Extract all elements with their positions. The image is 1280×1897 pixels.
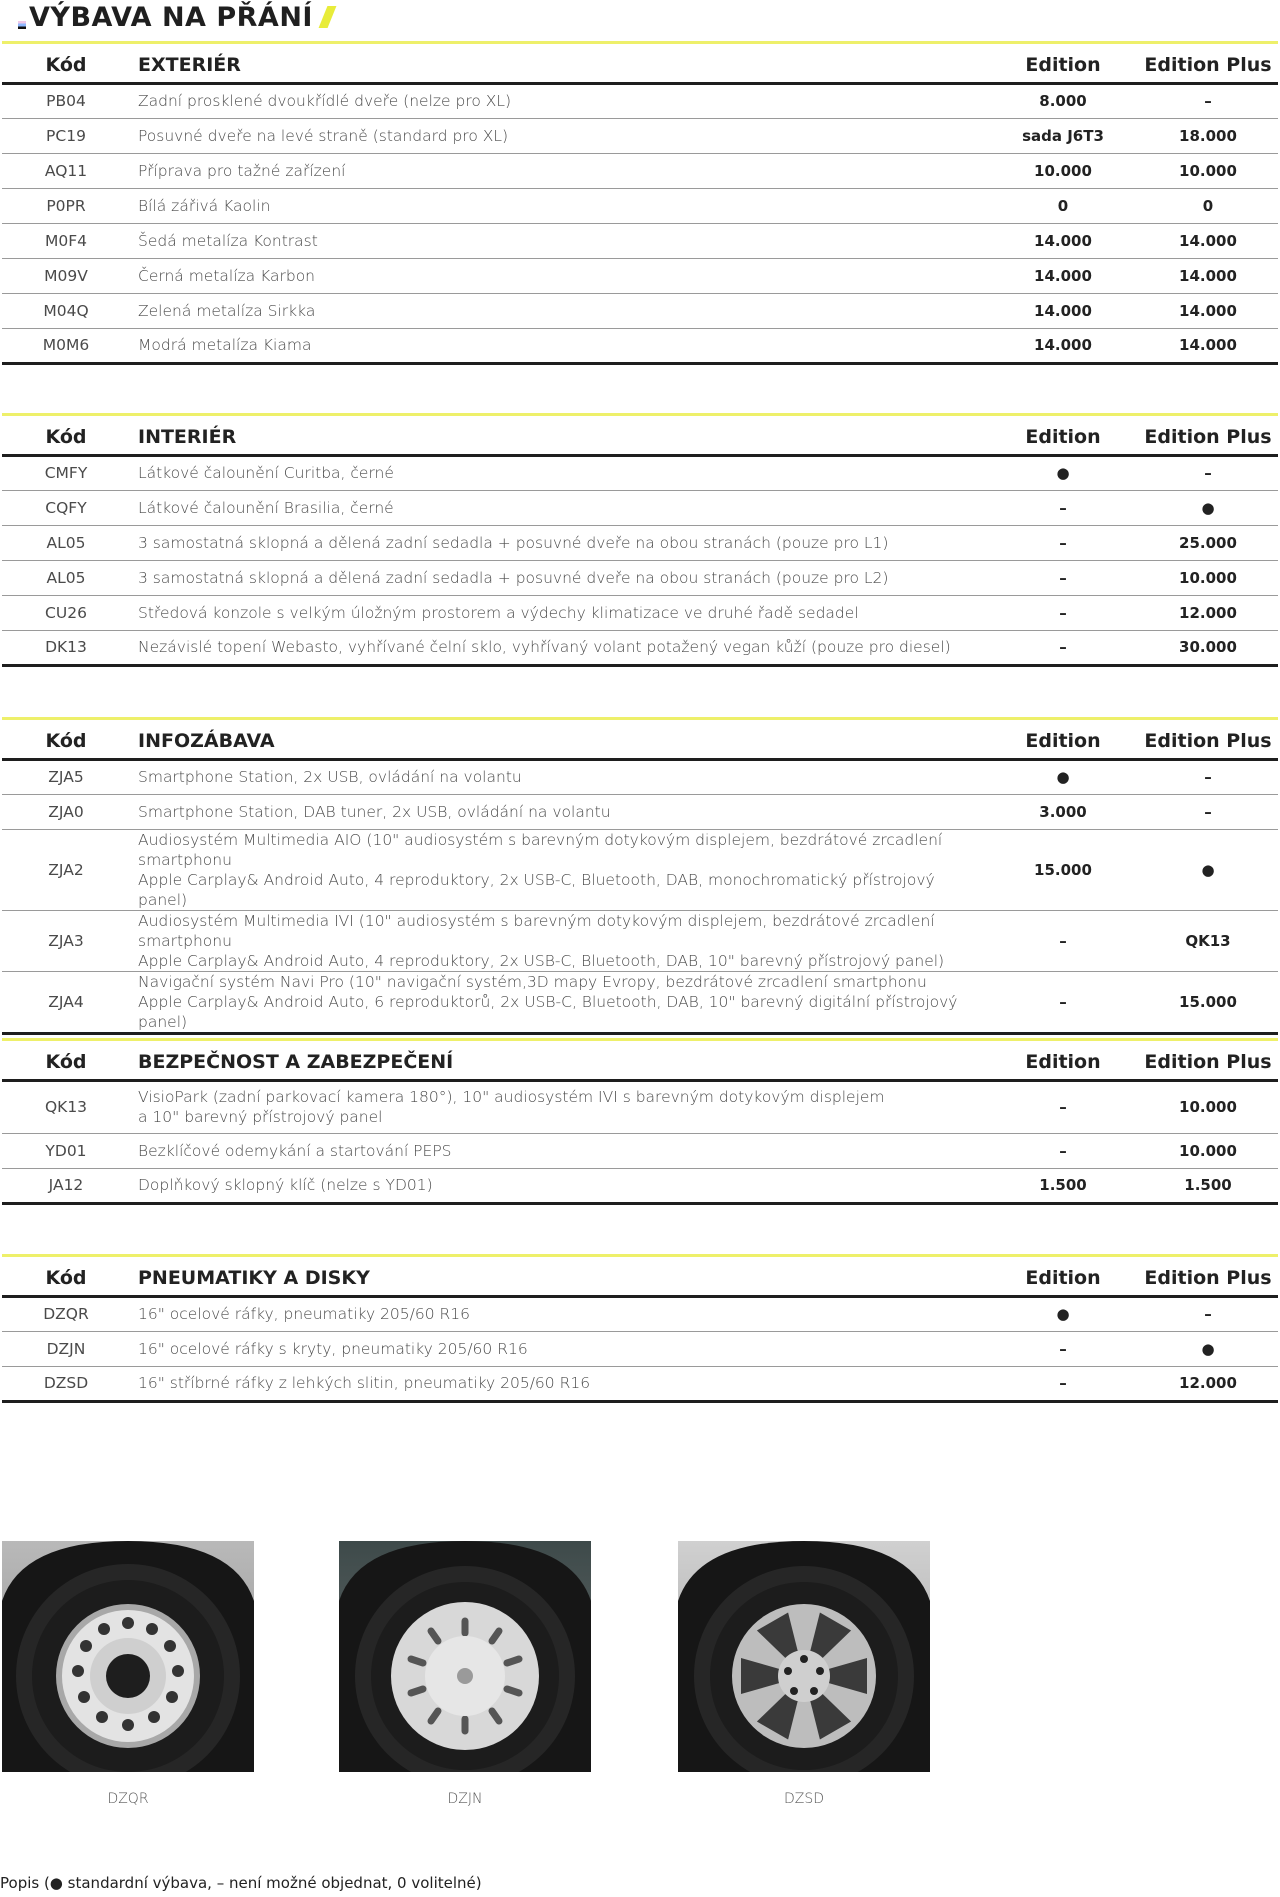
column-header-code: Kód — [45, 1266, 87, 1289]
option-description — [130, 1168, 988, 1203]
option-code: M04Q — [43, 301, 89, 320]
option-description — [130, 1080, 988, 1133]
edition-value: 8.000 — [1039, 92, 1087, 110]
table-row — [2, 188, 1278, 223]
description-line: Apple Carplay& Android Auto, 4 reproduktory, 2x USB-C, Bluetooth, DAB, monochromatický přístrojový panel) — [138, 870, 935, 909]
description-line: Smartphone Station, 2x USB, ovládání na volantu — [138, 768, 522, 786]
description-line: Zadní prosklené dvoukřídlé dveře (nelze pro XL) — [138, 92, 512, 110]
option-description — [130, 829, 988, 910]
edition-plus-value: 14.000 — [1179, 301, 1237, 320]
option-description — [130, 188, 988, 223]
description-line: Apple Carplay& Android Auto, 4 reproduktory, 2x USB-C, Bluetooth, DAB, 10" barevný přístrojový panel) — [138, 951, 945, 970]
option-code: M0M6 — [42, 336, 90, 354]
option-description — [130, 794, 988, 829]
option-code: AL05 — [46, 533, 86, 552]
edition-plus-value: ● — [1201, 1339, 1215, 1358]
edition-value: – — [1059, 498, 1067, 517]
option-code: QK13 — [44, 1098, 88, 1116]
description-line: Látkové čalounění Curitba, černé — [138, 464, 394, 482]
option-code: AQ11 — [44, 161, 88, 180]
section-infozabava — [0, 717, 1280, 1035]
edition-value: 15.000 — [1034, 860, 1092, 879]
option-code: CQFY — [45, 498, 87, 517]
edition-plus-value: 10.000 — [1179, 161, 1237, 180]
description-line: Nezávislé topení Webasto, vyhřívané čelní sklo, vyhřívaný volant potažený vegan kůží (pouze pro diesel) — [138, 638, 951, 656]
edition-value: ● — [1056, 1305, 1070, 1323]
edition-plus-value: 12.000 — [1179, 603, 1237, 622]
option-code: JA12 — [48, 1176, 84, 1194]
table-row — [2, 794, 1278, 829]
description-line: Apple Carplay& Android Auto, 6 reproduktorů, 2x USB-C, Bluetooth, DAB, 10" barevný digitální přístrojový panel) — [138, 992, 958, 1031]
edition-plus-value: 15.000 — [1179, 992, 1237, 1011]
edition-plus-value: 30.000 — [1179, 638, 1237, 656]
table-row — [2, 258, 1278, 293]
option-code: M09V — [44, 266, 88, 285]
option-description — [130, 910, 988, 971]
edition-plus-value: – — [1204, 1305, 1212, 1323]
option-description — [130, 759, 988, 794]
option-description — [130, 258, 988, 293]
edition-plus-value: 0 — [1202, 196, 1214, 215]
description-line: Zelená metalíza Sirkka — [138, 301, 316, 320]
edition-plus-value: 10.000 — [1179, 568, 1237, 587]
column-header-edition-plus: Edition Plus — [1144, 425, 1272, 448]
table-row — [2, 560, 1278, 595]
option-code: P0PR — [46, 196, 86, 215]
description-line: Posuvné dveře na levé straně (standard pro XL) — [138, 126, 509, 145]
description-line: Audiosystém Multimedia AIO (10" audiosystém s barevným dotykovým displejem, bezdrátové zrcadlení smartphonu — [138, 830, 943, 869]
edition-value: 14.000 — [1034, 231, 1092, 250]
edition-plus-value: 10.000 — [1179, 1098, 1237, 1116]
legend-note: Popis (● standardní výbava, – není možné objednat, 0 volitelné) — [0, 1874, 482, 1892]
description-line: Doplňkový sklopný klíč (nelze s YD01) — [138, 1176, 433, 1194]
table-row — [2, 1168, 1278, 1203]
option-code: DZJN — [46, 1339, 86, 1358]
option-description — [130, 1331, 988, 1366]
edition-plus-value: 10.000 — [1179, 1141, 1237, 1160]
option-code: CMFY — [44, 464, 88, 482]
section-title: INFOZÁBAVA — [138, 729, 275, 752]
table-row — [2, 971, 1278, 1033]
edition-plus-value: 18.000 — [1179, 126, 1237, 145]
edition-value: – — [1059, 1098, 1067, 1116]
edition-plus-value: 14.000 — [1179, 266, 1237, 285]
page-title — [18, 0, 332, 34]
option-description — [130, 83, 988, 118]
column-header-code: Kód — [45, 425, 87, 448]
column-header-edition: Edition — [1025, 1266, 1101, 1289]
edition-plus-value: 25.000 — [1179, 533, 1237, 552]
options-table — [2, 416, 1278, 667]
option-code: AL05 — [46, 568, 86, 587]
option-description — [130, 328, 988, 363]
table-row — [2, 490, 1278, 525]
edition-value: 14.000 — [1034, 266, 1092, 285]
section-pneumatiky — [0, 1254, 1280, 1403]
description-line: Modrá metalíza Kiama — [138, 336, 312, 354]
edition-plus-value: 12.000 — [1179, 1374, 1237, 1392]
options-table — [2, 1257, 1278, 1403]
edition-value: 10.000 — [1034, 161, 1092, 180]
edition-value: 3.000 — [1039, 802, 1087, 821]
options-table — [2, 720, 1278, 1035]
table-row — [2, 1331, 1278, 1366]
table-row — [2, 595, 1278, 630]
option-code: ZJA5 — [48, 768, 84, 786]
edition-value: – — [1059, 992, 1067, 1011]
table-row — [2, 1080, 1278, 1133]
column-header-code: Kód — [45, 1050, 87, 1073]
section-bezpecnost — [0, 1038, 1280, 1205]
option-description — [130, 560, 988, 595]
column-header-edition-plus: Edition Plus — [1144, 53, 1272, 76]
description-line: 3 samostatná sklopná a dělená zadní sedadla + posuvné dveře na obou stranách (pouze pro L2) — [138, 568, 889, 587]
edition-value: – — [1059, 603, 1067, 622]
column-header-edition-plus: Edition Plus — [1144, 1050, 1272, 1073]
edition-value: – — [1059, 1141, 1067, 1160]
edition-plus-value: – — [1204, 92, 1212, 110]
table-header — [2, 44, 1278, 83]
description-line: Středová konzole s velkým úložným prostorem a výdechy klimatizace ve druhé řadě sedadel — [138, 603, 859, 622]
table-row — [2, 328, 1278, 363]
option-description — [130, 1366, 988, 1401]
description-line: Smartphone Station, DAB tuner, 2x USB, ovládání na volantu — [138, 802, 611, 821]
column-header-edition: Edition — [1025, 1050, 1101, 1073]
column-header-edition: Edition — [1025, 425, 1101, 448]
wheel-label: DZQR — [107, 1791, 149, 1807]
option-description — [130, 595, 988, 630]
option-description — [130, 971, 988, 1033]
edition-value: – — [1059, 1339, 1067, 1358]
option-description — [130, 1133, 988, 1168]
edition-plus-value: – — [1204, 768, 1212, 786]
edition-plus-value: 14.000 — [1179, 231, 1237, 250]
section-title: PNEUMATIKY A DISKY — [138, 1266, 370, 1289]
option-description — [130, 490, 988, 525]
edition-value: – — [1059, 931, 1067, 950]
edition-value: ● — [1056, 464, 1070, 482]
column-header-edition: Edition — [1025, 53, 1101, 76]
description-line: Šedá metalíza Kontrast — [138, 231, 318, 250]
edition-value: ● — [1056, 768, 1070, 786]
description-line: Navigační systém Navi Pro (10" navigační systém,3D mapy Evropy, bezdrátové zrcadlení smartphonu — [138, 972, 927, 991]
description-line: 16" stříbrné ráfky z lehkých slitin, pneumatiky 205/60 R16 — [138, 1374, 591, 1392]
option-code: YD01 — [45, 1141, 87, 1160]
section-interier — [0, 413, 1280, 667]
edition-plus-value: ● — [1201, 498, 1215, 517]
edition-value: – — [1059, 638, 1067, 656]
table-row — [2, 525, 1278, 560]
color-marker-icon — [18, 21, 26, 29]
table-row — [2, 83, 1278, 118]
edition-plus-value: 1.500 — [1184, 1176, 1232, 1194]
section-title: EXTERIÉR — [138, 53, 241, 76]
option-description — [130, 223, 988, 258]
wheel-label: DZSD — [783, 1791, 825, 1807]
table-header — [2, 720, 1278, 759]
edition-value: 14.000 — [1034, 301, 1092, 320]
section-title: BEZPEČNOST A ZABEZPEČENÍ — [138, 1050, 454, 1073]
option-description — [130, 293, 988, 328]
table-header — [2, 1041, 1278, 1080]
section-title: INTERIÉR — [138, 425, 237, 448]
option-code: CU26 — [45, 603, 87, 622]
wheel-cover-image — [339, 1541, 591, 1772]
options-table — [2, 1041, 1278, 1205]
section-exterier — [0, 41, 1280, 365]
column-header-edition-plus: Edition Plus — [1144, 1266, 1272, 1289]
table-row — [2, 293, 1278, 328]
option-code: DZQR — [43, 1305, 89, 1323]
option-description — [130, 525, 988, 560]
description-line: Příprava pro tažné zařízení — [138, 161, 346, 180]
option-code: ZJA3 — [48, 931, 84, 950]
description-line: 3 samostatná sklopná a dělená zadní sedadla + posuvné dveře na obou stranách (pouze pro L1) — [138, 533, 889, 552]
column-header-code: Kód — [45, 729, 87, 752]
edition-value: – — [1059, 568, 1067, 587]
table-header — [2, 1257, 1278, 1296]
option-description — [130, 630, 988, 665]
table-row — [2, 1133, 1278, 1168]
option-code: PB04 — [46, 92, 86, 110]
option-code: ZJA2 — [48, 860, 84, 879]
description-line: Bílá zářivá Kaolin — [138, 196, 271, 215]
description-line: Audiosystém Multimedia IVI (10" audiosystém s barevným dotykovým displejem, bezdrátové zrcadlení smartphonu — [138, 911, 935, 950]
edition-plus-value: – — [1204, 464, 1212, 482]
table-row — [2, 223, 1278, 258]
edition-value: 14.000 — [1034, 336, 1092, 354]
description-line: Látkové čalounění Brasilia, černé — [138, 498, 394, 517]
table-row — [2, 153, 1278, 188]
option-code: PC19 — [46, 126, 86, 145]
edition-plus-value: 14.000 — [1179, 336, 1237, 354]
table-row — [2, 910, 1278, 971]
column-header-edition-plus: Edition Plus — [1144, 729, 1272, 752]
table-row — [2, 118, 1278, 153]
description-line: 16" ocelové ráfky, pneumatiky 205/60 R16 — [138, 1305, 471, 1323]
description-line: a 10" barevný přístrojový panel — [138, 1108, 383, 1126]
table-row — [2, 630, 1278, 665]
steel-wheel-image — [2, 1541, 254, 1772]
description-line: 16" ocelové ráfky s kryty, pneumatiky 205/60 R16 — [138, 1339, 528, 1358]
table-row — [2, 1366, 1278, 1401]
table-row — [2, 829, 1278, 910]
yellow-slash-icon — [319, 6, 337, 28]
alloy-wheel-image — [678, 1541, 930, 1772]
table-header — [2, 416, 1278, 455]
page-title-text: VÝBAVA NA PŘÁNÍ — [29, 1, 313, 33]
option-code: DK13 — [45, 638, 87, 656]
option-code: DZSD — [43, 1374, 89, 1392]
column-header-edition: Edition — [1025, 729, 1101, 752]
description-line: Bezklíčové odemykání a startování PEPS — [138, 1141, 452, 1160]
edition-value: 1.500 — [1039, 1176, 1087, 1194]
edition-plus-value: QK13 — [1185, 931, 1231, 950]
table-row — [2, 759, 1278, 794]
option-description — [130, 1296, 988, 1331]
edition-value: 0 — [1057, 196, 1069, 215]
option-description — [130, 153, 988, 188]
edition-plus-value: ● — [1201, 860, 1215, 879]
options-table — [2, 44, 1278, 365]
column-header-code: Kód — [45, 53, 87, 76]
edition-plus-value: – — [1204, 802, 1212, 821]
table-row — [2, 1296, 1278, 1331]
option-description — [130, 455, 988, 490]
description-line: VisioPark (zadní parkovací kamera 180°), 10" audiosystém IVI s barevným dotykovým displejem — [138, 1088, 885, 1106]
edition-value: – — [1059, 1374, 1067, 1392]
wheel-label: DZJN — [447, 1791, 483, 1807]
edition-value: sada J6T3 — [1022, 126, 1104, 145]
option-code: ZJA4 — [48, 992, 84, 1011]
option-code: ZJA0 — [48, 802, 84, 821]
option-description — [130, 118, 988, 153]
edition-value: – — [1059, 533, 1067, 552]
description-line: Černá metalíza Karbon — [138, 266, 316, 285]
option-code: M0F4 — [44, 231, 87, 250]
table-row — [2, 455, 1278, 490]
